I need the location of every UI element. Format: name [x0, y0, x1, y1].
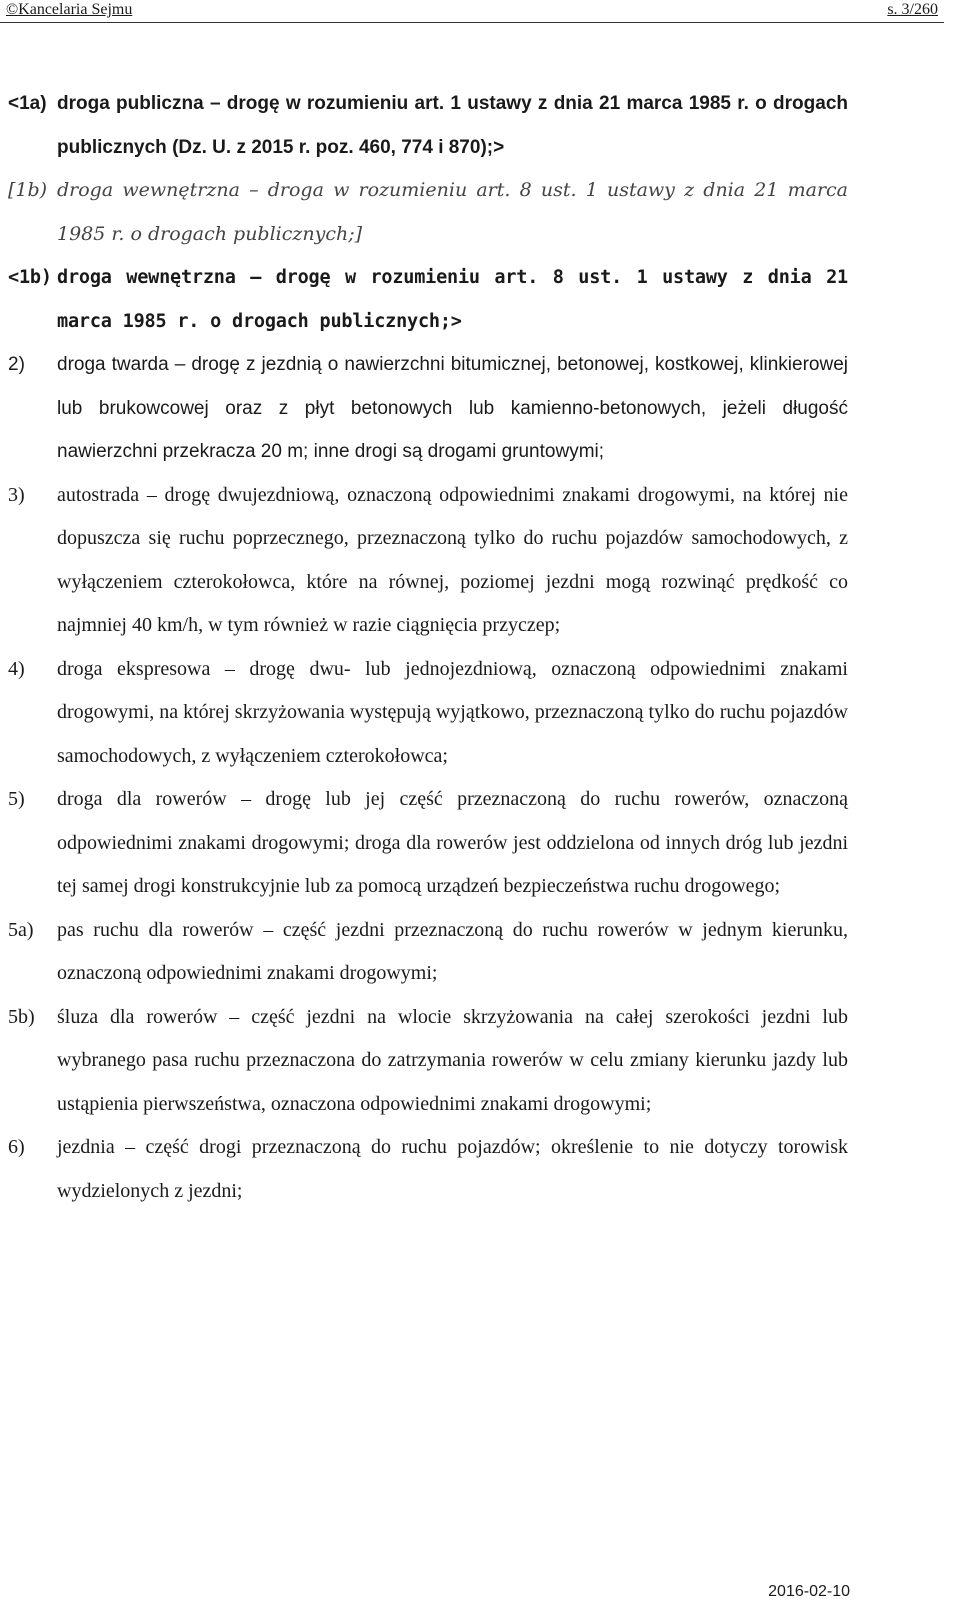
item-text: pas ruchu dla rowerów – część jezdni przeznaczoną do ruchu rowerów w jednym kierunku, oznaczoną odpowiednimi znakami drogowymi; — [57, 918, 848, 984]
item-number: 5) — [8, 788, 25, 810]
definition-item-5 — [8, 778, 848, 909]
item-text: droga wewnętrzna – droga w rozumieniu art. 8 ust. 1 ustawy z dnia 21 marca 1985 r. o drogach publicznych;] — [57, 179, 848, 245]
footer-date: 2016-02-10 — [768, 1583, 850, 1600]
item-text: droga ekspresowa – drogę dwu- lub jednojezdniową, oznaczoną odpowiednimi znakami drogowymi, na której skrzyżowania występują wyjątkowo, przeznaczoną tylko do ruchu pojazdów samochodowych, z wyłączeniem czterokołowca; — [57, 657, 848, 767]
item-number: <1a) — [8, 93, 47, 114]
definition-item-1b-new — [8, 256, 848, 343]
item-text: jezdnia – część drogi przeznaczoną do ruchu pojazdów; określenie to nie dotyczy torowisk wydzielonych z jezdni; — [57, 1136, 848, 1202]
item-number: 5b) — [8, 1005, 35, 1028]
definition-item-1b-old — [8, 169, 848, 256]
item-number: 4) — [8, 657, 25, 680]
item-number: <1b) — [8, 267, 52, 288]
copyright-link[interactable]: ©Kancelaria Sejmu — [6, 1, 133, 18]
item-text: droga publiczna – drogę w rozumieniu art. 1 ustawy z dnia 21 marca 1985 r. o drogach publicznych (Dz. U. z 2015 r. poz. 460, 774 i 870);> — [57, 93, 848, 158]
item-number: 5a) — [8, 918, 34, 941]
definition-item-3 — [8, 474, 848, 648]
item-text: droga twarda – drogę z jezdnią o nawierzchni bitumicznej, betonowej, kostkowej, klinkierowej lub brukowcowej oraz z płyt betonowych lub kamienno-betonowych, jeżeli długość nawierzchni przekracza 20 m; inne drogi są drogami gruntowymi; — [57, 354, 848, 462]
item-number: 6) — [8, 1136, 25, 1158]
item-text: śluza dla rowerów – część jezdni na wlocie skrzyżowania na całej szerokości jezdni lub wybranego pasa ruchu przeznaczona do zatrzymania rowerów w celu zmiany kierunku jazdy lub ustąpienia pierwszeństwa, oznaczona odpowiednimi znakami drogowymi; — [57, 1005, 848, 1115]
definition-item-1a-new — [8, 82, 848, 169]
item-number: [1b) — [8, 179, 48, 201]
definition-item-5b — [8, 996, 848, 1127]
definition-item-4 — [8, 648, 848, 779]
item-number: 3) — [8, 483, 25, 506]
definition-item-6 — [8, 1126, 848, 1213]
page-header — [0, 0, 944, 23]
item-text: droga dla rowerów – drogę lub jej część przeznaczoną do ruchu rowerów, oznaczoną odpowiednimi znakami drogowymi; droga dla rowerów jest oddzielona od innych dróg lub jezdni tej samej drogi konstrukcyjnie lub za pomocą urządzeń bezpieczeństwa ruchu drogowego; — [57, 788, 848, 897]
document-body — [8, 82, 848, 1213]
definition-item-2 — [8, 343, 848, 474]
definition-item-5a — [8, 909, 848, 996]
item-text: autostrada – drogę dwujezdniową, oznaczoną odpowiednimi znakami drogowymi, na której nie dopuszcza się ruchu poprzecznego, przeznaczoną tylko do ruchu pojazdów samochodowych, z wyłączeniem czterokołowca, które na równej, poziomej jezdni mogą rozwinąć prędkość co najmniej 40 km/h, w tym również w razie ciągnięcia przyczep; — [57, 483, 848, 636]
item-number: 2) — [8, 354, 25, 375]
item-text: droga wewnętrzna – drogę w rozumieniu art. 8 ust. 1 ustawy z dnia 21 marca 1985 r. o drogach publicznych;> — [57, 267, 848, 332]
page-number-link[interactable]: s. 3/260 — [887, 1, 938, 18]
